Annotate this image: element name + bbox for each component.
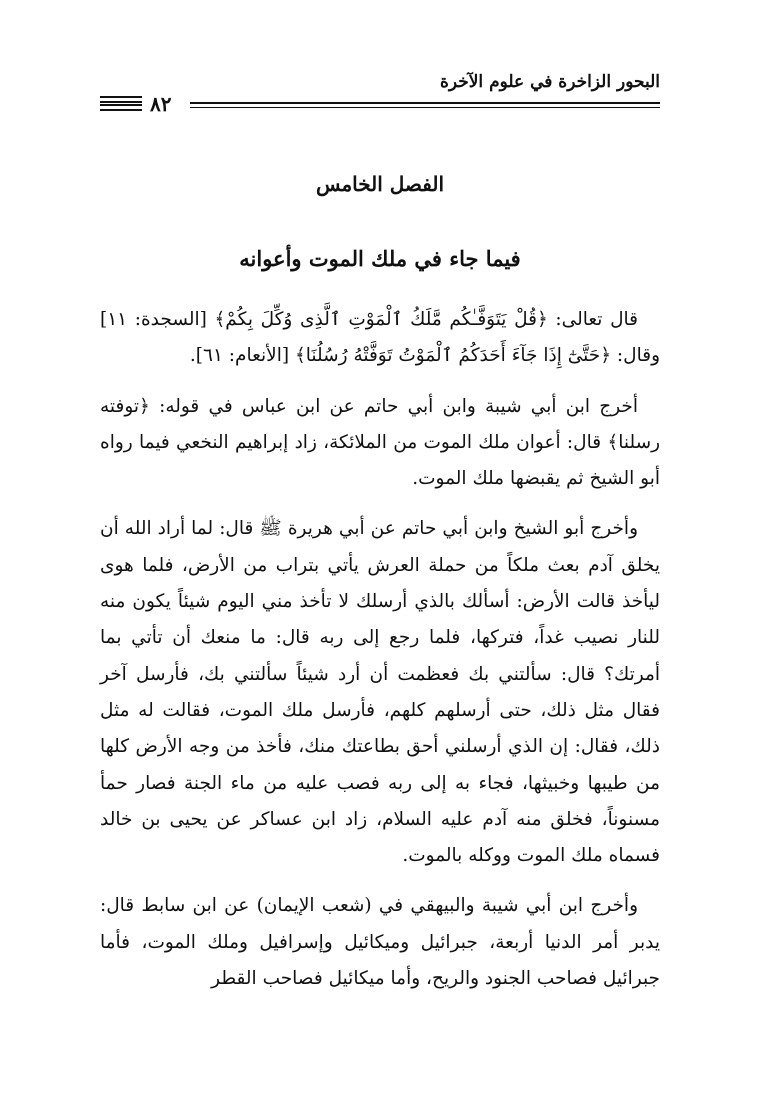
chapter-title: الفصل الخامس: [315, 172, 445, 196]
page-number: ٨٢: [150, 92, 172, 116]
paragraph-verses: قال تعالى: ﴿قُلْ يَتَوَفَّـٰكُم مَّلَكُ ٱلْمَوْتِ ٱلَّذِى وُكِّلَ بِكُمْ﴾ [السجدة: ١١] وقال: ﴿حَتَّىٰٓ إِذَا جَآءَ أَحَدَكُمُ ٱلْمَوْتُ تَوَفَّتْهُ رُسُلُنَا﴾ [الأنعام: ٦١].: [100, 309, 660, 367]
header-rule-thin: [190, 107, 660, 108]
page-number-rule: [100, 96, 142, 103]
body-text: [100, 302, 660, 1011]
section-title: فيما جاء في ملك الموت وأعوانه: [239, 246, 521, 271]
running-title: البحور الزاخرة في علوم الآخرة: [439, 72, 660, 92]
paragraph-abu-hurayra: وأخرج أبو الشيخ وابن أبي حاتم عن أبي هريرة ﷺ قال: لما أراد الله أن يخلق آدم بعث ملكاً من حملة العرش يأتي بتراب من الأرض، فلما هوى ليأخذ قالت الأرض: أسألك بالذي أرسلك لا تأخذ مني اليوم شيئاً يكون منه للنار نصيب غداً، فتركها، فلما رجع إلى ربه قال: ما منعك أن تأتي بما أمرتك؟ قال: سألتني بك فعظمت أن أرد شيئاً سألتني بك، فأرسل آخر فقال مثل ذلك، حتى أرسلهم كلهم، فأرسل ملك الموت، فقالت له مثل ذلك، فقال: إن الذي أرسلني أحق بطاعتك منك، فأخذ من وجه الأرض كلها من طيبها وخبيثها، فجاء به إلى ربه فصب عليه من ماء الجنة فصار حمأ مسنوناً، فخلق منه آدم عليه السلام، زاد ابن عساكر عن يحيى بن خالد فسماه ملك الموت ووكله بالموت.: [100, 518, 660, 867]
paragraph-ibn-abbas: أخرج ابن أبي شيبة وابن أبي حاتم عن ابن عباس في قوله: ﴿توفته رسلنا﴾ قال: أعوان ملك الموت من الملائكة، زاد إبراهيم النخعي فيما رواه أبو الشيخ ثم يقبضها ملك الموت.: [100, 395, 660, 490]
page-header: [100, 72, 660, 120]
page-number-rule-second: [100, 104, 142, 111]
paragraph-ibn-sabit: وأخرج ابن أبي شيبة والبيهقي في (شعب الإيمان) عن ابن سابط قال: يدبر أمر الدنيا أربعة، جبرائيل وميكائيل وإسرافيل وملك الموت، فأما جبرائيل فصاحب الجنود والريح، وأما ميكائيل فصاحب القطر: [100, 895, 660, 990]
header-rule: [190, 102, 660, 104]
